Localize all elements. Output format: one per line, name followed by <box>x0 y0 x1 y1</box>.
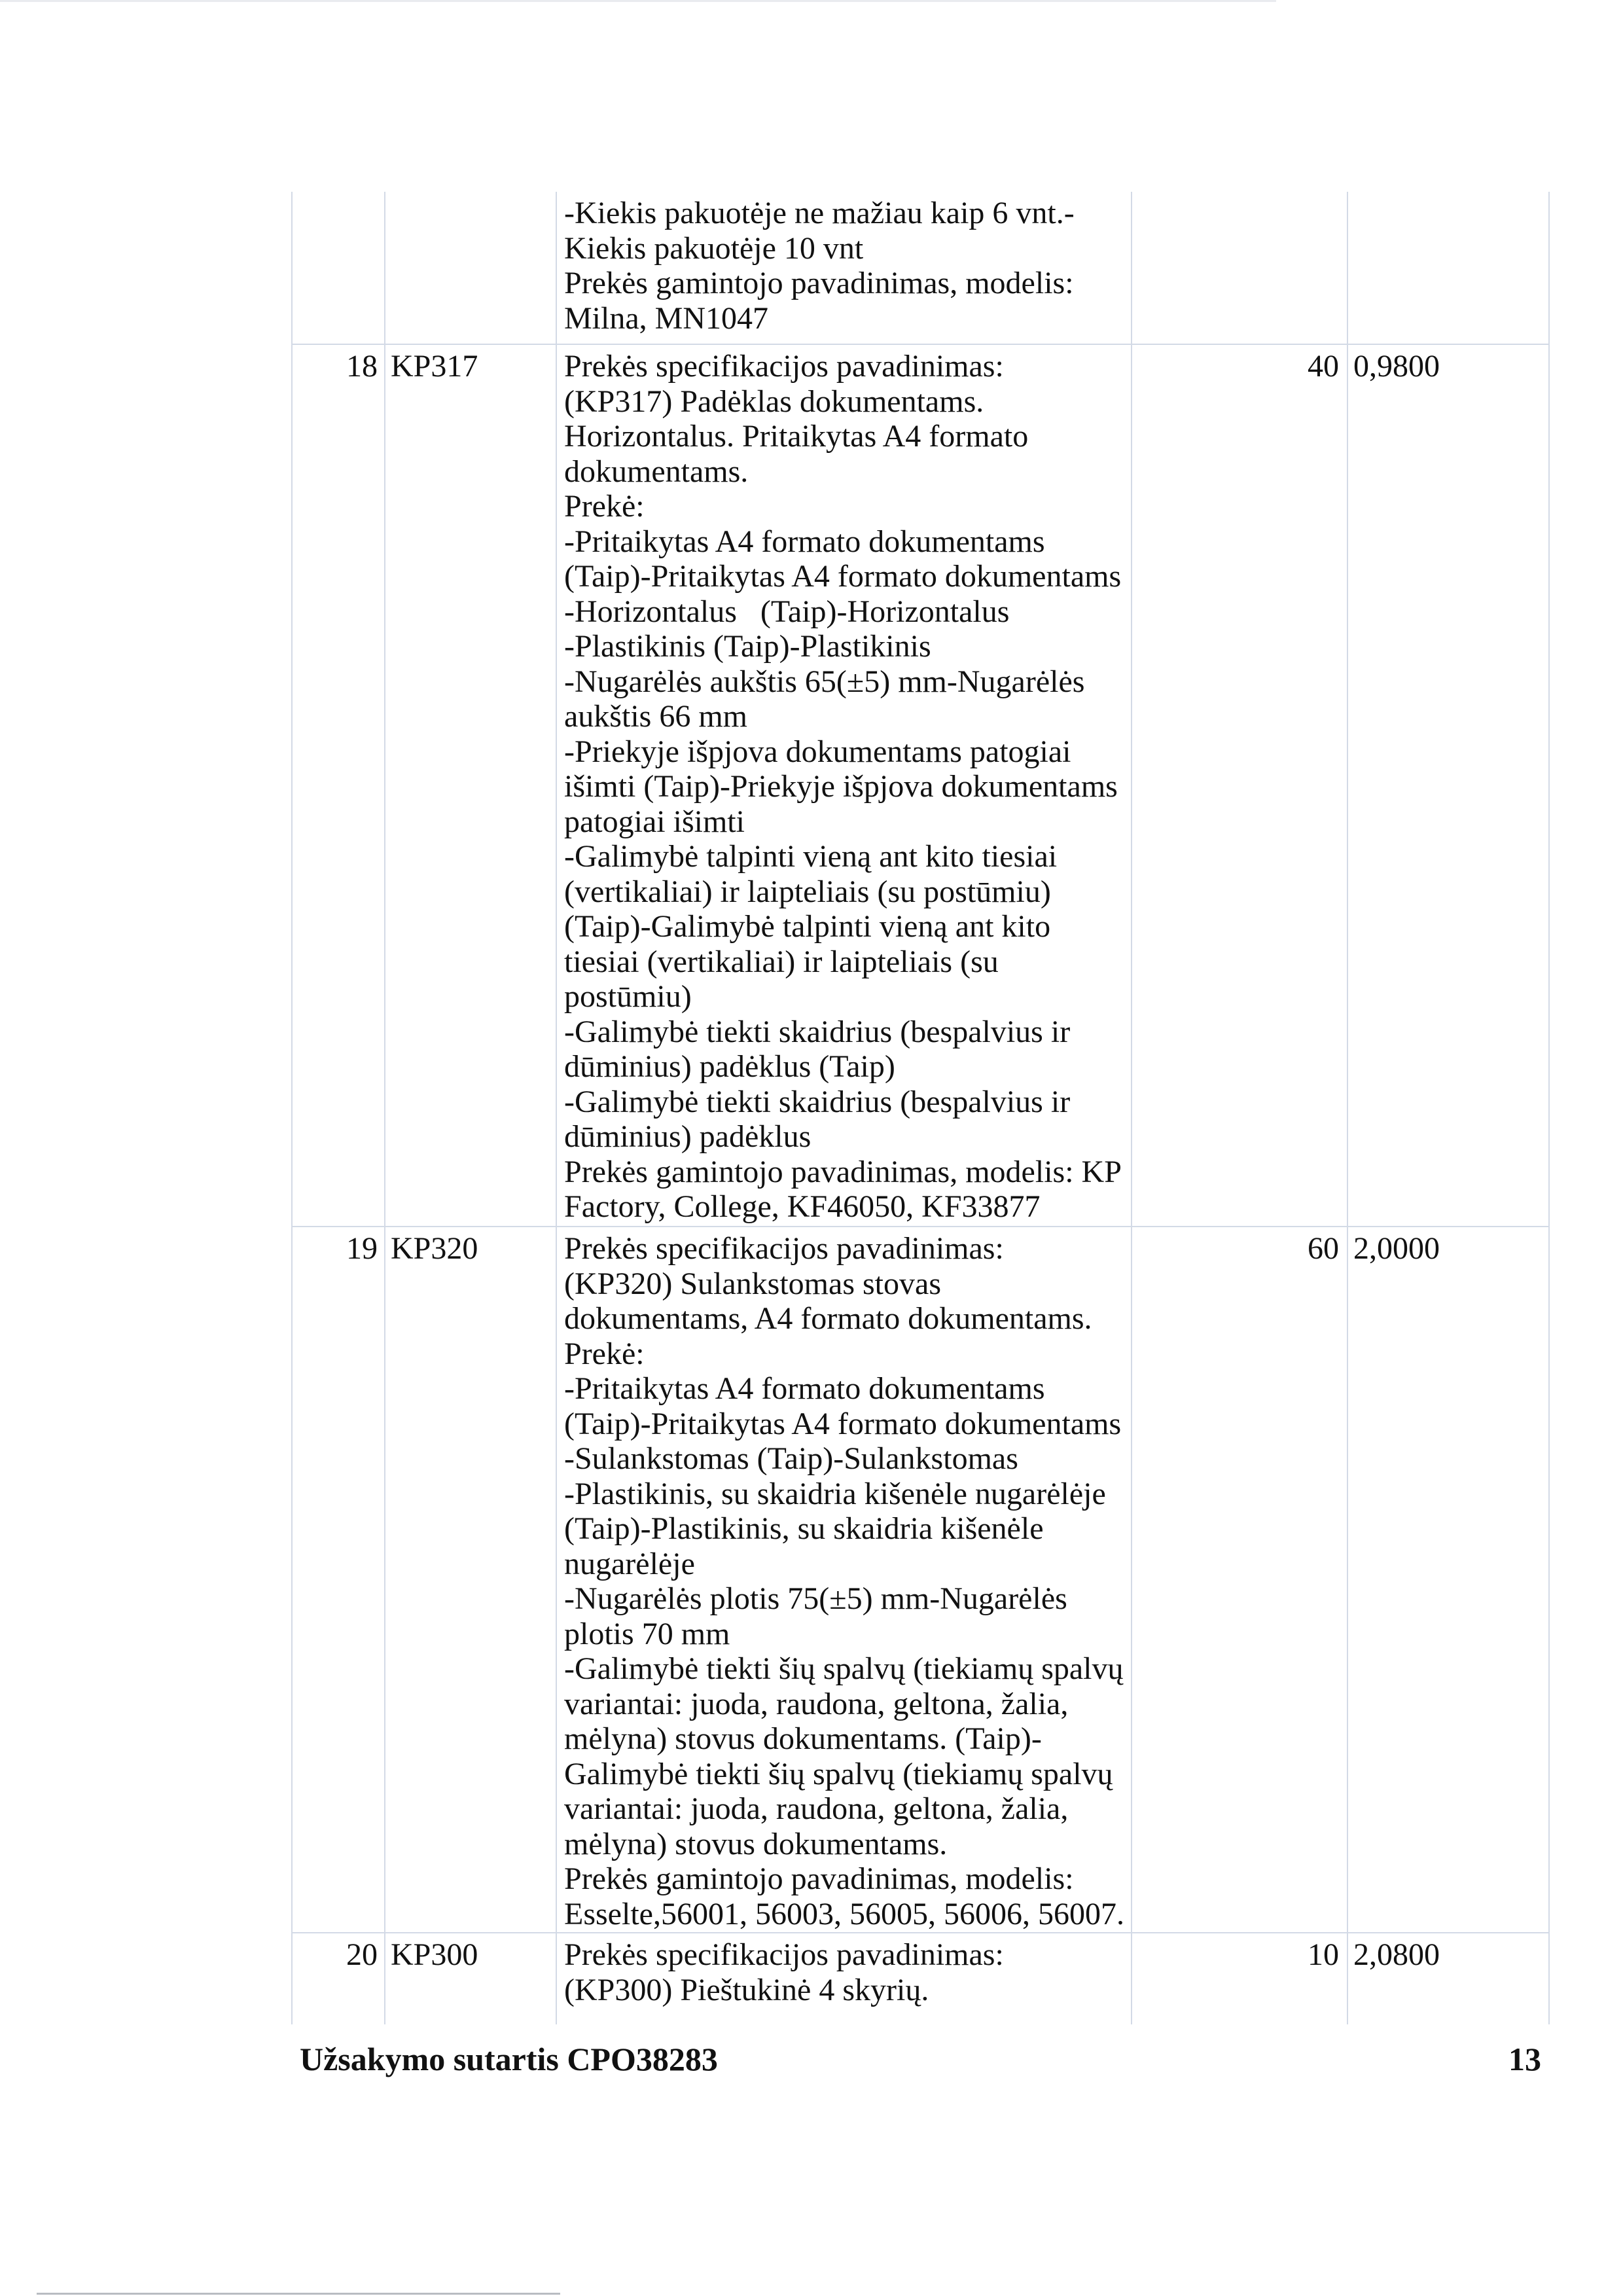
description-line: -Galimybė talpinti vieną ant kito tiesiai <box>564 839 1058 874</box>
cell-price: 2,0000 <box>1347 1227 1550 1932</box>
description-line: Horizontalus. Pritaikytas A4 formato <box>564 419 1029 454</box>
description-line: -Plastikinis, su skaidria kišenėle nugarėlėje <box>564 1476 1106 1511</box>
cell-code: KP317 <box>384 345 556 1226</box>
description-line: -Kiekis pakuotėje ne mažiau kaip 6 vnt.- <box>564 196 1075 230</box>
description-line: tiesiai (vertikaliai) ir laipteliais (su <box>564 944 999 979</box>
cell-price: 2,0800 <box>1347 1933 1550 2024</box>
cell-quantity: 40 <box>1131 345 1347 1226</box>
page-number: 13 <box>1508 2041 1541 2077</box>
description-line: mėlyna) stovus dokumentams. <box>564 1826 948 1861</box>
description-line: -Nugarėlės aukštis 65(±5) mm-Nugarėlės <box>564 664 1085 699</box>
description-line: -Galimybė tiekti skaidrius (bespalvius ir <box>564 1084 1071 1119</box>
description-line: išimti (Taip)-Priekyje išpjova dokumentams <box>564 769 1118 804</box>
table-row-18 <box>291 344 1550 1226</box>
cell-number: 20 <box>291 1933 384 2024</box>
cell-number: 19 <box>291 1227 384 1932</box>
description-line: -Galimybė tiekti šių spalvų (tiekiamų spalvų <box>564 1651 1124 1686</box>
cell-number <box>291 192 384 344</box>
description-line: -Horizontalus (Taip)-Horizontalus <box>564 594 1010 629</box>
description-line: variantai: juoda, raudona, geltona, žalia, <box>564 1791 1069 1826</box>
description-line: -Priekyje išpjova dokumentams patogiai <box>564 734 1071 769</box>
description-line: -Pritaikytas A4 formato dokumentams <box>564 1371 1045 1406</box>
scan-artifact-top <box>0 0 1276 2</box>
description-line: dūminius) padėklus (Taip) <box>564 1049 895 1084</box>
description-line: Milna, MN1047 <box>564 300 768 336</box>
table-row-19 <box>291 1226 1550 1932</box>
description-line: Prekė: <box>564 1336 645 1371</box>
description-line: (vertikaliai) ir laipteliais (su postūmiu) <box>564 874 1051 909</box>
cell-code: KP320 <box>384 1227 556 1932</box>
scan-artifact-bottom <box>37 2293 560 2295</box>
description-line: (Taip)-Pritaikytas A4 formato dokumentams <box>564 559 1122 594</box>
description-line: mėlyna) stovus dokumentams. (Taip)- <box>564 1721 1042 1756</box>
cell-description <box>556 1933 1131 2024</box>
cell-quantity: 60 <box>1131 1227 1347 1932</box>
description-line: -Plastikinis (Taip)-Plastikinis <box>564 629 931 664</box>
description-line: Galimybė tiekti šių spalvų (tiekiamų spalvų <box>564 1756 1113 1791</box>
description-line: (KP300) Pieštukinė 4 skyrių. <box>564 1972 929 2007</box>
description-line: Prekės specifikacijos pavadinimas: <box>564 1937 1004 1972</box>
description-line: Kiekis pakuotėje 10 vnt <box>564 230 864 266</box>
description-line: Prekės gamintojo pavadinimas, modelis: KP <box>564 1154 1122 1189</box>
table-row-continuation <box>291 192 1550 344</box>
description-line: Factory, College, KF46050, KF33877 <box>564 1189 1041 1224</box>
description-line: dūminius) padėklus <box>564 1119 812 1154</box>
description-line: dokumentams. <box>564 454 749 489</box>
description-line: -Nugarėlės plotis 75(±5) mm-Nugarėlės <box>564 1581 1067 1616</box>
footer-contract-title: Užsakymo sutartis CPO38283 <box>300 2041 718 2077</box>
cell-description <box>556 1227 1131 1932</box>
description-line: -Galimybė tiekti skaidrius (bespalvius ir <box>564 1014 1071 1049</box>
cell-price: 0,9800 <box>1347 345 1550 1226</box>
description-line: Prekė: <box>564 489 645 524</box>
description-line: Esselte,56001, 56003, 56005, 56006, 56007. <box>564 1896 1124 1931</box>
description-line: -Sulankstomas (Taip)-Sulankstomas <box>564 1441 1018 1476</box>
description-line: (Taip)-Plastikinis, su skaidria kišenėle <box>564 1511 1044 1546</box>
description-line: (KP317) Padėklas dokumentams. <box>564 384 984 419</box>
description-line: plotis 70 mm <box>564 1616 730 1651</box>
description-line: -Pritaikytas A4 formato dokumentams <box>564 524 1045 559</box>
cell-code <box>384 192 556 344</box>
description-line: variantai: juoda, raudona, geltona, žalia, <box>564 1686 1069 1721</box>
description-line: (KP320) Sulankstomas stovas <box>564 1266 941 1301</box>
cell-number: 18 <box>291 345 384 1226</box>
cell-quantity <box>1131 192 1347 344</box>
description-line: Prekės gamintojo pavadinimas, modelis: <box>564 1861 1074 1896</box>
cell-description <box>556 192 1131 344</box>
cell-code: KP300 <box>384 1933 556 2024</box>
description-line: dokumentams, A4 formato dokumentams. <box>564 1301 1092 1336</box>
description-line: Prekės specifikacijos pavadinimas: <box>564 349 1004 384</box>
description-line: (Taip)-Pritaikytas A4 formato dokumentams <box>564 1406 1122 1441</box>
order-items-table <box>291 192 1550 2024</box>
description-line: patogiai išimti <box>564 804 745 839</box>
cell-quantity: 10 <box>1131 1933 1347 2024</box>
description-line: nugarėlėje <box>564 1546 695 1581</box>
description-line: (Taip)-Galimybė talpinti vieną ant kito <box>564 909 1051 944</box>
table-row-20 <box>291 1932 1550 2024</box>
cell-description <box>556 345 1131 1226</box>
description-line: postūmiu) <box>564 979 692 1014</box>
description-line: Prekės gamintojo pavadinimas, modelis: <box>564 266 1074 300</box>
cell-price <box>1347 192 1550 344</box>
description-line: aukštis 66 mm <box>564 699 748 734</box>
description-line: Prekės specifikacijos pavadinimas: <box>564 1231 1004 1266</box>
